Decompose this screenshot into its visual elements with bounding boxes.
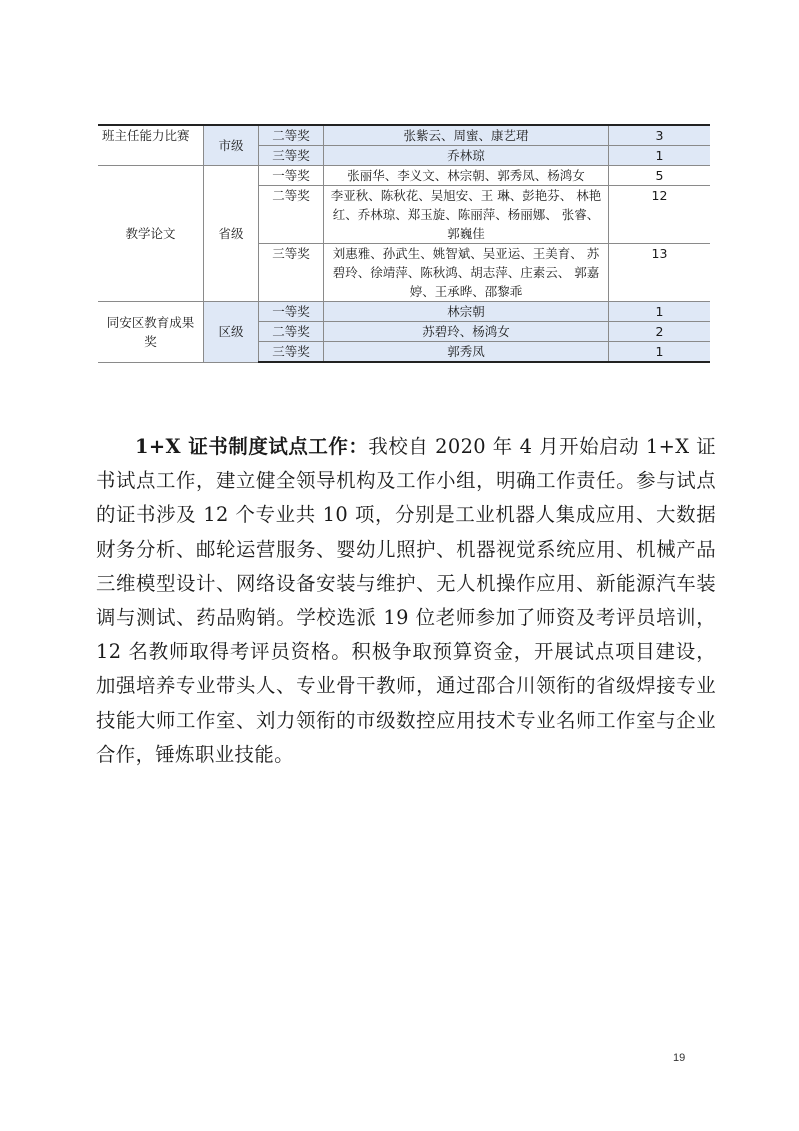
count-cell: 1 <box>609 146 711 166</box>
level-cell: 区级 <box>204 302 259 363</box>
count-cell: 13 <box>609 244 711 302</box>
table-row <box>98 125 710 146</box>
awards-table <box>98 124 710 363</box>
award-cell: 三等奖 <box>259 342 324 363</box>
body-paragraph <box>96 430 716 772</box>
count-cell: 12 <box>609 186 711 244</box>
names-cell: 刘惠雅、孙武生、姚智斌、吴亚运、王美育、 苏碧玲、徐靖萍、陈秋鸿、胡志萍、庄素云、 郭嘉婷、王承晔、邵黎乖 <box>324 244 609 302</box>
count-cell: 2 <box>609 322 711 342</box>
level-cell: 市级 <box>204 125 259 166</box>
names-cell: 张丽华、李义文、林宗朝、郭秀凤、杨鸿女 <box>324 166 609 186</box>
table-row <box>98 166 710 186</box>
level-cell: 省级 <box>204 166 259 302</box>
award-cell: 二等奖 <box>259 186 324 244</box>
count-cell: 3 <box>609 125 711 146</box>
award-cell: 二等奖 <box>259 322 324 342</box>
names-cell: 乔林琼 <box>324 146 609 166</box>
count-cell: 1 <box>609 342 711 363</box>
paragraph-body: 我校自 2020 年 4 月开始启动 1+X 证书试点工作，建立健全领导机构及工作小组，明确工作责任。参与试点的证书涉及 12 个专业共 10 项，分别是工业机器人集成应用、大数据财务分析、邮轮运营服务、婴幼儿照护、机器视觉系统应用、机械产品三维模型设计、网络设备安装与维护、无人机操作应用、新能源汽车装调与测试、药品购销。学校选派 19 位老师参加了师资及考评员培训，12 名教师取得考评员资格。积极争取预算资金，开展试点项目建设，加强培养专业带头人、专业骨干教师，通过邵合川领衔的省级焊接专业技能大师工作室、刘力领衔的市级数控应用技术专业名师工作室与企业合作，锤炼职业技能。 <box>96 435 717 766</box>
names-cell: 苏碧玲、杨鸿女 <box>324 322 609 342</box>
count-cell: 5 <box>609 166 711 186</box>
award-cell: 三等奖 <box>259 244 324 302</box>
category-cell: 教学论文 <box>98 166 204 302</box>
names-cell: 张紫云、周蜜、康艺珺 <box>324 125 609 146</box>
award-cell: 二等奖 <box>259 125 324 146</box>
names-cell: 郭秀凤 <box>324 342 609 363</box>
names-cell: 林宗朝 <box>324 302 609 322</box>
table-row <box>98 302 710 322</box>
award-cell: 一等奖 <box>259 302 324 322</box>
award-cell: 一等奖 <box>259 166 324 186</box>
names-cell: 李亚秋、陈秋花、吴旭安、王 琳、彭艳芬、 林艳红、乔林琼、郑玉旋、陈丽萍、杨丽娜、 张睿、郭巍佳 <box>324 186 609 244</box>
category-cell: 同安区教育成果奖 <box>98 302 204 363</box>
count-cell: 1 <box>609 302 711 322</box>
category-cell: 班主任能力比赛 <box>98 125 204 166</box>
page-number: 19 <box>673 1052 686 1064</box>
award-cell: 三等奖 <box>259 146 324 166</box>
paragraph-heading: 1+X 证书制度试点工作： <box>135 435 369 458</box>
